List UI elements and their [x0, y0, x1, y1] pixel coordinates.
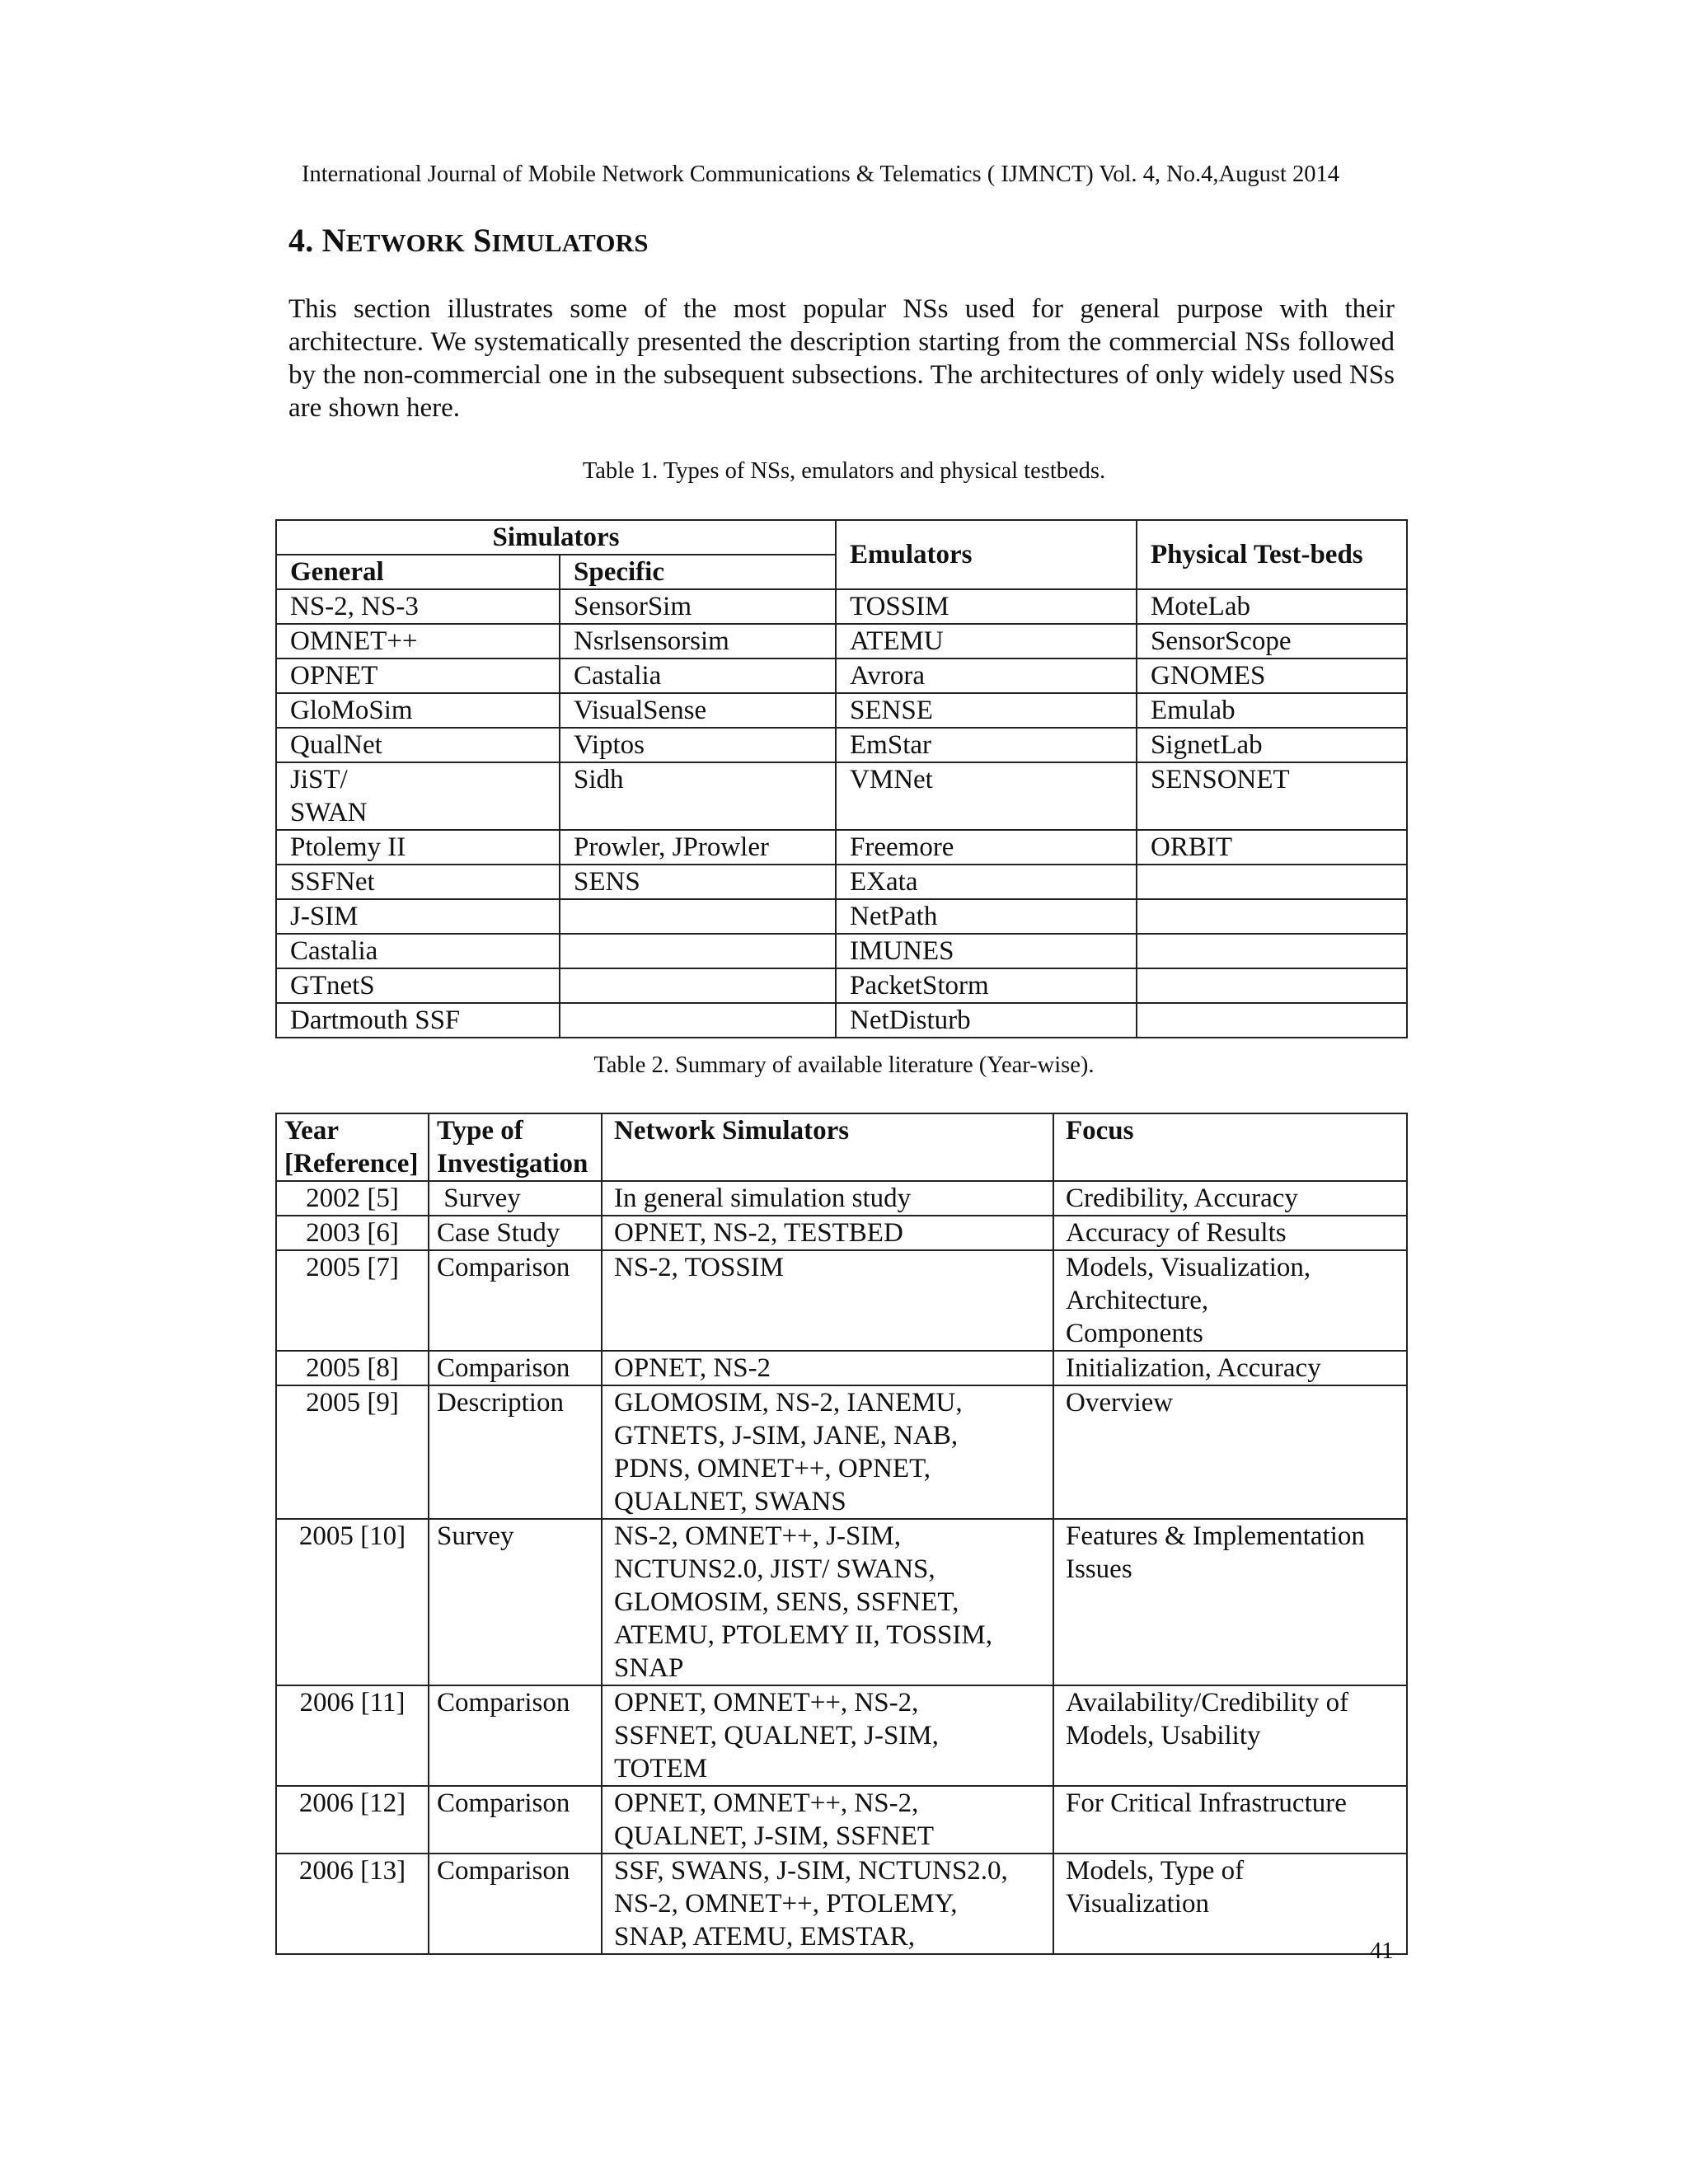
table1-cell: OPNET	[276, 658, 560, 693]
table1-row	[276, 968, 1407, 1003]
table2-cell: 2005 [7]	[276, 1250, 429, 1351]
table1-cell	[560, 1003, 836, 1038]
table1-row	[276, 624, 1407, 658]
table2-cell: Credibility, Accuracy	[1053, 1181, 1407, 1216]
table1-cell: NetDisturb	[836, 1003, 1137, 1038]
table2-cell: Models, Visualization, Architecture, Components	[1053, 1250, 1407, 1351]
table2-row	[276, 1519, 1407, 1685]
table2-row	[276, 1216, 1407, 1250]
table1-cell: GNOMES	[1137, 658, 1407, 693]
table2-row	[276, 1685, 1407, 1786]
table2-row	[276, 1854, 1407, 1954]
table1-cell: Dartmouth SSF	[276, 1003, 560, 1038]
table2-cell: GLOMOSIM, NS-2, IANEMU, GTNETS, J-SIM, JANE, NAB, PDNS, OMNET++, OPNET, QUALNET, SWANS	[602, 1385, 1053, 1519]
table1-cell: TOSSIM	[836, 589, 1137, 624]
table1	[275, 519, 1408, 1038]
table1-cell: QualNet	[276, 728, 560, 762]
table2-cell: Comparison	[429, 1250, 602, 1351]
table1-cell: Emulab	[1137, 693, 1407, 728]
table1-cell: Freemore	[836, 830, 1137, 865]
table2-cell: Comparison	[429, 1786, 602, 1854]
table1-cell: Castalia	[560, 658, 836, 693]
table2-cell: Description	[429, 1385, 602, 1519]
section-title: 4. NETWORK SIMULATORS	[288, 222, 649, 259]
table2-cell: Availability/Credibility of Models, Usability	[1053, 1685, 1407, 1786]
table1-cell: SensorScope	[1137, 624, 1407, 658]
table2-cell: NS-2, OMNET++, J-SIM, NCTUNS2.0, JIST/ SWANS, GLOMOSIM, SENS, SSFNET, ATEMU, PTOLEMY II, TOSSIM, SNAP	[602, 1519, 1053, 1685]
table2-cell: Comparison	[429, 1854, 602, 1954]
table2-cell: 2006 [13]	[276, 1854, 429, 1954]
table1-cell: GloMoSim	[276, 693, 560, 728]
table1-cell: Sidh	[560, 762, 836, 830]
table2-cell: 2006 [12]	[276, 1786, 429, 1854]
table1-row	[276, 1003, 1407, 1038]
table1-row	[276, 865, 1407, 899]
table2-cell: 2003 [6]	[276, 1216, 429, 1250]
table1-cell: EmStar	[836, 728, 1137, 762]
table2	[275, 1113, 1408, 1955]
table1-cell: Castalia	[276, 934, 560, 968]
table2-cell: Overview	[1053, 1385, 1407, 1519]
table1-cell: Nsrlsensorsim	[560, 624, 836, 658]
table1-header-specific: Specific	[560, 555, 836, 589]
table1-cell: Viptos	[560, 728, 836, 762]
table1-row	[276, 899, 1407, 934]
table2-cell: In general simulation study	[602, 1181, 1053, 1216]
table1-header-general: General	[276, 555, 560, 589]
table2-cell: Comparison	[429, 1685, 602, 1786]
table1-cell: SSFNet	[276, 865, 560, 899]
table2-row	[276, 1250, 1407, 1351]
table1-cell	[1137, 934, 1407, 968]
table2-cell: 2005 [8]	[276, 1351, 429, 1385]
table1-row	[276, 589, 1407, 624]
table1-cell: NS-2, NS-3	[276, 589, 560, 624]
table2-header-year: Year [Reference]	[276, 1113, 429, 1181]
table1-cell: VMNet	[836, 762, 1137, 830]
table1-row	[276, 728, 1407, 762]
table2-cell: 2005 [9]	[276, 1385, 429, 1519]
table1-cell: Ptolemy II	[276, 830, 560, 865]
table2-header-focus: Focus	[1053, 1113, 1407, 1181]
table2-row	[276, 1385, 1407, 1519]
table2-cell: NS-2, TOSSIM	[602, 1250, 1053, 1351]
table2-cell: Features & Implementation Issues	[1053, 1519, 1407, 1685]
running-header: International Journal of Mobile Network Communications & Telematics ( IJMNCT) Vol. 4, No.4,August 2014	[302, 162, 1339, 187]
table1-cell	[1137, 968, 1407, 1003]
table1-row	[276, 830, 1407, 865]
table2-cell: Survey	[429, 1519, 602, 1685]
table2-cell: 2002 [5]	[276, 1181, 429, 1216]
table1-cell: EXata	[836, 865, 1137, 899]
table1-cell: SENS	[560, 865, 836, 899]
table1-cell	[560, 968, 836, 1003]
table2-cell: Case Study	[429, 1216, 602, 1250]
table1-row	[276, 762, 1407, 830]
table1-cell: JiST/ SWAN	[276, 762, 560, 830]
table1-row	[276, 934, 1407, 968]
table1-cell: PacketStorm	[836, 968, 1137, 1003]
table1-cell: SENSE	[836, 693, 1137, 728]
table1-cell: MoteLab	[1137, 589, 1407, 624]
table2-cell: Accuracy of Results	[1053, 1216, 1407, 1250]
table1-cell: GTnetS	[276, 968, 560, 1003]
table2-cell: 2005 [10]	[276, 1519, 429, 1685]
table1-cell: NetPath	[836, 899, 1137, 934]
table2-row	[276, 1351, 1407, 1385]
table1-cell: VisualSense	[560, 693, 836, 728]
table1-cell: J-SIM	[276, 899, 560, 934]
table2-cell: OPNET, OMNET++, NS-2, SSFNET, QUALNET, J-SIM, TOTEM	[602, 1685, 1053, 1786]
table1-cell	[560, 934, 836, 968]
table2-cell: 2006 [11]	[276, 1685, 429, 1786]
table2-cell: OPNET, OMNET++, NS-2, QUALNET, J-SIM, SSFNET	[602, 1786, 1053, 1854]
table2-row	[276, 1786, 1407, 1854]
table2-cell: Survey	[429, 1181, 602, 1216]
table1-row	[276, 658, 1407, 693]
table1-cell: IMUNES	[836, 934, 1137, 968]
table1-cell: ORBIT	[1137, 830, 1407, 865]
table1-header-emulators: Emulators	[836, 520, 1137, 589]
table1-cell: ATEMU	[836, 624, 1137, 658]
table1-cell: SensorSim	[560, 589, 836, 624]
table1-row	[276, 693, 1407, 728]
table1-cell: Avrora	[836, 658, 1137, 693]
table2-cell: SSF, SWANS, J-SIM, NCTUNS2.0, NS-2, OMNET++, PTOLEMY, SNAP, ATEMU, EMSTAR,	[602, 1854, 1053, 1954]
table2-cell: For Critical Infrastructure	[1053, 1786, 1407, 1854]
table2-header-simulators: Network Simulators	[602, 1113, 1053, 1181]
table2-cell: OPNET, NS-2	[602, 1351, 1053, 1385]
table1-cell: OMNET++	[276, 624, 560, 658]
table1-header-simulators: Simulators	[276, 520, 836, 555]
table1-cell: SENSONET	[1137, 762, 1407, 830]
table1-cell: Prowler, JProwler	[560, 830, 836, 865]
table2-cell: Initialization, Accuracy	[1053, 1351, 1407, 1385]
table1-header-testbeds: Physical Test-beds	[1137, 520, 1407, 589]
table1-cell	[1137, 899, 1407, 934]
table2-cell: Models, Type of Visualization	[1053, 1854, 1407, 1954]
table1-cell: SignetLab	[1137, 728, 1407, 762]
table2-row	[276, 1181, 1407, 1216]
table2-header-type: Type of Investigation	[429, 1113, 602, 1181]
table1-cell	[560, 899, 836, 934]
table1-cell	[1137, 865, 1407, 899]
table1-caption: Table 1. Types of NSs, emulators and physical testbeds.	[582, 458, 1106, 484]
table1-cell	[1137, 1003, 1407, 1038]
table2-cell: Comparison	[429, 1351, 602, 1385]
intro-paragraph: This section illustrates some of the most popular NSs used for general purpose with their architecture. We systematically presented the description starting from the commercial NSs followed by the non-commercial one in the subsequent subsections. The architectures of only widely used NSs are shown here.	[288, 294, 1395, 423]
table2-caption: Table 2. Summary of available literature (Year-wise).	[593, 1052, 1095, 1078]
page-number: 41	[1370, 1938, 1394, 1964]
table2-cell: OPNET, NS-2, TESTBED	[602, 1216, 1053, 1250]
